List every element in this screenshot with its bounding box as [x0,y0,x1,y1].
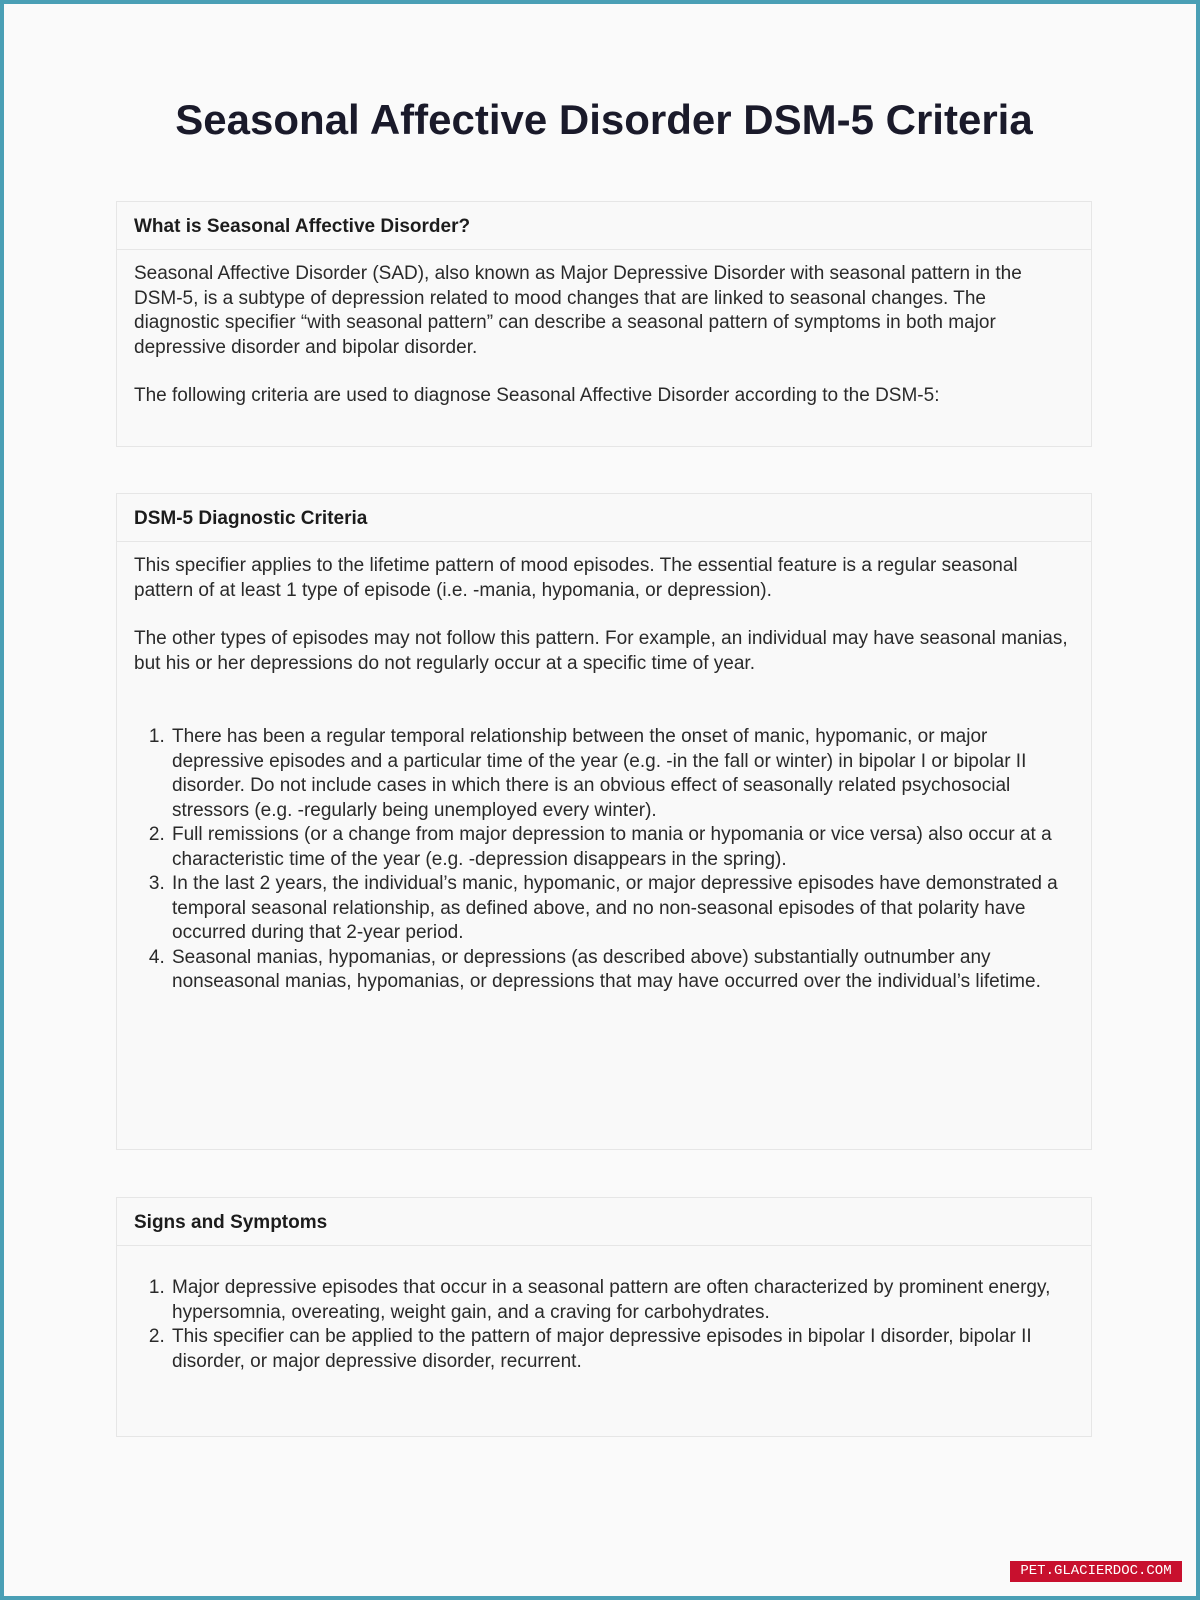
section-body [117,250,1091,409]
section-heading: What is Seasonal Affective Disorder? [117,202,1091,250]
section-signs-and-symptoms [116,1197,1092,1437]
section-heading: Signs and Symptoms [117,1198,1091,1246]
paragraph: Seasonal Affective Disorder (SAD), also known as Major Depressive Disorder with seasonal pattern in the DSM-5, is a subtype of depression related to mood changes that are linked to seasonal changes. The diagnostic specifier “with seasonal pattern” can describe a seasonal pattern of symptoms in both major depressive disorder and bipolar disorder. [134,263,1022,358]
section-what-is-sad [116,201,1092,447]
list-item: 3. In the last 2 years, the individual’s manic, hypomanic, or major depressive episodes have demonstrated a temporal seasonal relationship, as defined above, and no non-seasonal episodes of that polarity have occurred during that 2-year period. [170,872,1074,946]
paragraph: The other types of episodes may not follow this pattern. For example, an individual may have seasonal manias, but his or her depressions do not regularly occur at a specific time of year. [134,628,1068,674]
watermark: PET.GLACIERDOC.COM [1010,1561,1182,1582]
symptoms-list [134,1276,1074,1374]
paragraph: This specifier applies to the lifetime pattern of mood episodes. The essential feature is a regular seasonal pattern of at least 1 type of episode (i.e. -mania, hypomania, or depression). [134,555,1018,601]
list-item: 4. Seasonal manias, hypomanias, or depressions (as described above) substantially outnumber any nonseasonal manias, hypomanias, or depressions that may have occurred over the individual’s lifetime. [170,946,1074,995]
page-title: Seasonal Affective Disorder DSM-5 Criteria [175,96,1033,143]
list-item: 2. Full remissions (or a change from major depression to mania or hypomania or vice versa) also occur at a characteristic time of the year (e.g. -depression disappears in the spring). [170,823,1074,872]
paragraph: The following criteria are used to diagnose Seasonal Affective Disorder according to the DSM-5: [134,385,940,406]
list-item: 1. There has been a regular temporal relationship between the onset of manic, hypomanic, or major depressive episodes and a particular time of the year (e.g. -in the fall or winter) in bipolar I or bipolar II disorder. Do not include cases in which there is an obvious effect of seasonally related psychosocial stressors (e.g. -regularly being unemployed every winter). [170,725,1074,823]
list-item: 2. This specifier can be applied to the pattern of major depressive episodes in bipolar I disorder, bipolar II disorder, or major depressive disorder, recurrent. [170,1325,1074,1374]
criteria-list [134,725,1074,995]
list-item: 1. Major depressive episodes that occur in a seasonal pattern are often characterized by prominent energy, hypersomnia, overeating, weight gain, and a craving for carbohydrates. [170,1276,1074,1325]
section-diagnostic-criteria [116,493,1092,1150]
section-body [117,1246,1091,1374]
section-heading: DSM-5 Diagnostic Criteria [117,494,1091,542]
section-body [117,542,1091,995]
